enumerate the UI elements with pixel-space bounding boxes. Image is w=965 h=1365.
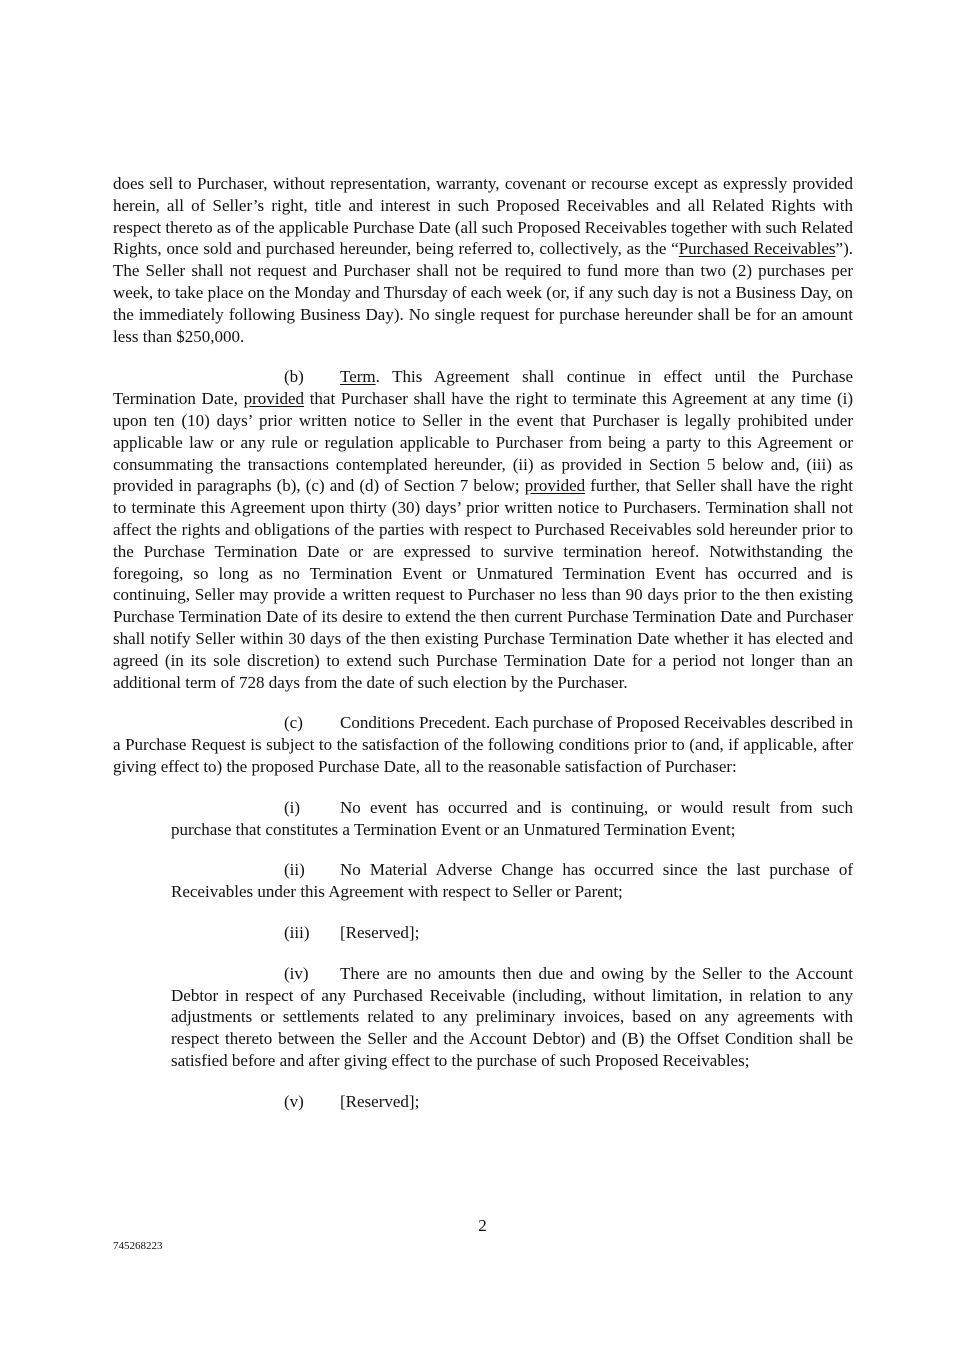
- paragraph-b-text: further, that Seller shall have the right to terminate this Agreement upon thirty (30) days’ prior written notice to Purchasers. Termination shall not affect the rights and obligations of the parties with respect to Purchased Receivables sold hereunder prior to the Purchase Termination Date or are expressed to survive termination hereof. Notwithstanding the foregoing, so long as no Termination Event or Unmatured Termination Event has occurred and is continuing, Seller may provide a written request to Purchaser no less than 90 days prior to the then existing Purchase Termination Date of its desire to extend the then current Purchase Termination Date and Purchaser shall notify Seller within 30 days of the then existing Purchase Termination Date whether it has elected and agreed (in its sole discretion) to extend such Purchase Termination Date for a period not longer than an additional term of 728 days from the date of such election by the Purchaser.: [113, 476, 853, 692]
- subitem-ii: [171, 859, 853, 903]
- subitem-text: There are no amounts then due and owing by the Seller to the Account Debtor in respect of any Purchased Receivable (including, without limitation, in relation to any adjustments or settlements related to any preliminary invoices, based on any agreements with respect thereto between the Seller and the Account Debtor) and (B) the Offset Condition shall be satisfied before and after giving effect to the purchase of such Proposed Receivables;: [171, 963, 853, 1070]
- paragraph-b: [113, 366, 853, 693]
- paragraph-a: [113, 173, 853, 347]
- paragraph-a-text: does sell to Purchaser, without representation, warranty, covenant or recourse except as expressly provided herein, all of Seller’s right, title and interest in such Proposed Receivables and all Related Rights with respect thereto as of the applicable Purchase Date (all such Proposed Receivables together with such Related Rights, once sold and purchased hereunder, being referred to, collectively, as the “: [113, 174, 853, 259]
- subitem-iv: [171, 963, 853, 1072]
- provided-term: provided: [524, 476, 586, 496]
- provided-term: provided: [243, 389, 305, 409]
- document-id: 745268223: [113, 1240, 163, 1252]
- subitem-label: (iv): [284, 963, 309, 983]
- subitem-text: [Reserved];: [340, 922, 420, 942]
- subitem-label: (i): [284, 797, 301, 817]
- paragraph-b-text: . This Agreement shall continue in effect until the Purchase Termination Date,: [113, 367, 853, 409]
- paragraph-b-text: that Purchaser shall have the right to terminate this Agreement at any time (i) upon ten (10) days’ prior written notice to Seller in the event that Purchaser is legally prohibited under applicable law or any rule or regulation applicable to Purchaser from being a party to this Agreement or consummating the transactions contemplated hereunder, (ii) as provided in Section 5 below and, (iii) as provided in paragraphs (b), (c) and (d) of Section 7 below;: [113, 389, 853, 496]
- subitem-text: [Reserved];: [340, 1091, 420, 1111]
- defined-term-purchased-receivables: Purchased Receivables: [678, 239, 836, 259]
- paragraph-b-heading: Term: [340, 367, 376, 387]
- subitem-iii: [171, 922, 853, 944]
- subitem-label: (ii): [284, 860, 305, 880]
- paragraph-c: [113, 712, 853, 777]
- subitem-text: No Material Adverse Change has occurred since the last purchase of Receivables under this Agreement with respect to Seller or Parent;: [171, 860, 853, 902]
- document-body: [113, 173, 853, 1131]
- page-number: 2: [478, 1216, 487, 1235]
- paragraph-c-label: (c): [284, 713, 303, 733]
- paragraph-b-label: (b): [284, 367, 304, 387]
- subitem-label: (iii): [284, 922, 310, 942]
- paragraph-c-text: Conditions Precedent. Each purchase of Proposed Receivables described in a Purchase Request is subject to the satisfaction of the following conditions prior to (and, if applicable, after giving effect to) the proposed Purchase Date, all to the reasonable satisfaction of Purchaser:: [113, 713, 853, 776]
- subitem-i: [171, 797, 853, 841]
- subitem-v: [171, 1091, 853, 1113]
- subitem-text: No event has occurred and is continuing, or would result from such purchase that constitutes a Termination Event or an Unmatured Termination Event;: [171, 797, 853, 839]
- subitem-label: (v): [284, 1091, 304, 1111]
- paragraph-a-text-continued: ”). The Seller shall not request and Purchaser shall not be required to fund more than two (2) purchases per week, to take place on the Monday and Thursday of each week (or, if any such day is not a Business Day, on the immediately following Business Day). No single request for purchase hereunder shall be for an amount less than $250,000.: [113, 239, 853, 346]
